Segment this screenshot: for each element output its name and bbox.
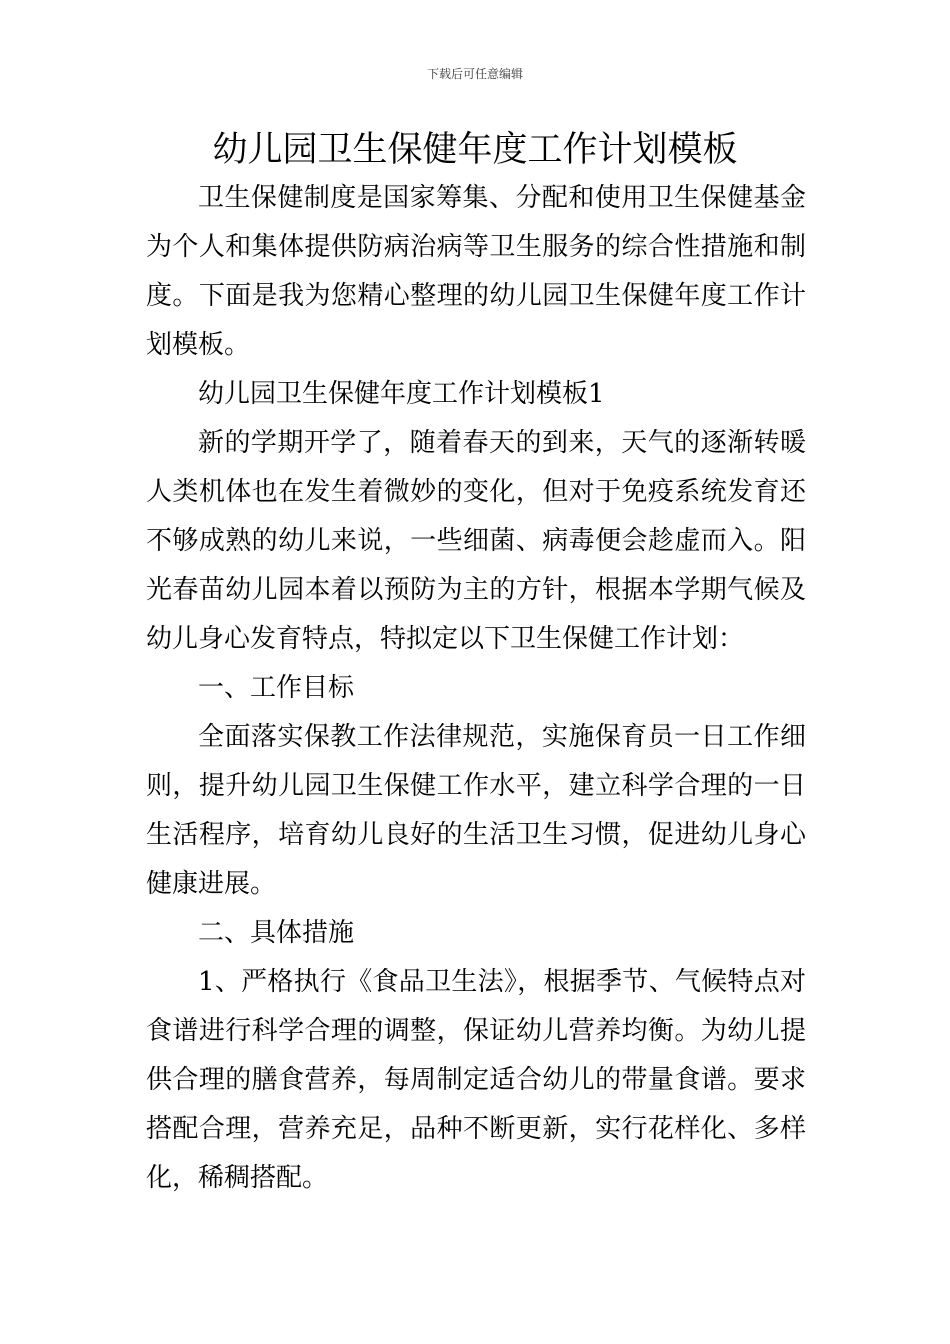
measure-1-paragraph: 1、严格执行《食品卫生法》，根据季节、气候特点对食谱进行科学合理的调整，保证幼儿营养均衡。为幼儿提供合理的膳食营养，每周制定适合幼儿的带量食谱。要求搭配合理，营养充足，品种不断更新，实行花样化、多样化，稀稠搭配。	[146, 967, 806, 1193]
document-body	[146, 174, 806, 1203]
document-title: 幼儿园卫生保健年度工作计划模板	[212, 130, 738, 170]
background-paragraph: 新的学期开学了，随着春天的到来，天气的逐渐转暖人类机体也在发生着微妙的变化，但对于免疫系统发育还不够成熟的幼儿来说，一些细菌、病毒便会趁虚而入。阳光春苗幼儿园本着以预防为主的方针，根据本学期气候及幼儿身心发育特点，特拟定以下卫生保健工作计划：	[146, 428, 806, 654]
section-heading-template-1: 幼儿园卫生保健年度工作计划模板1	[198, 379, 605, 409]
section-heading-measures: 二、具体措施	[198, 918, 355, 948]
goals-paragraph: 全面落实保教工作法律规范，实施保育员一日工作细则，提升幼儿园卫生保健工作水平，建立科学合理的一日生活程序，培育幼儿良好的生活卫生习惯，促进幼儿身心健康进展。	[146, 722, 806, 899]
intro-paragraph: 卫生保健制度是国家筹集、分配和使用卫生保健基金为个人和集体提供防病治病等卫生服务的综合性措施和制度。下面是我为您精心整理的幼儿园卫生保健年度工作计划模板。	[146, 183, 806, 360]
section-heading-goals: 一、工作目标	[198, 673, 355, 703]
header-note: 下载后可任意编辑	[426, 67, 523, 81]
